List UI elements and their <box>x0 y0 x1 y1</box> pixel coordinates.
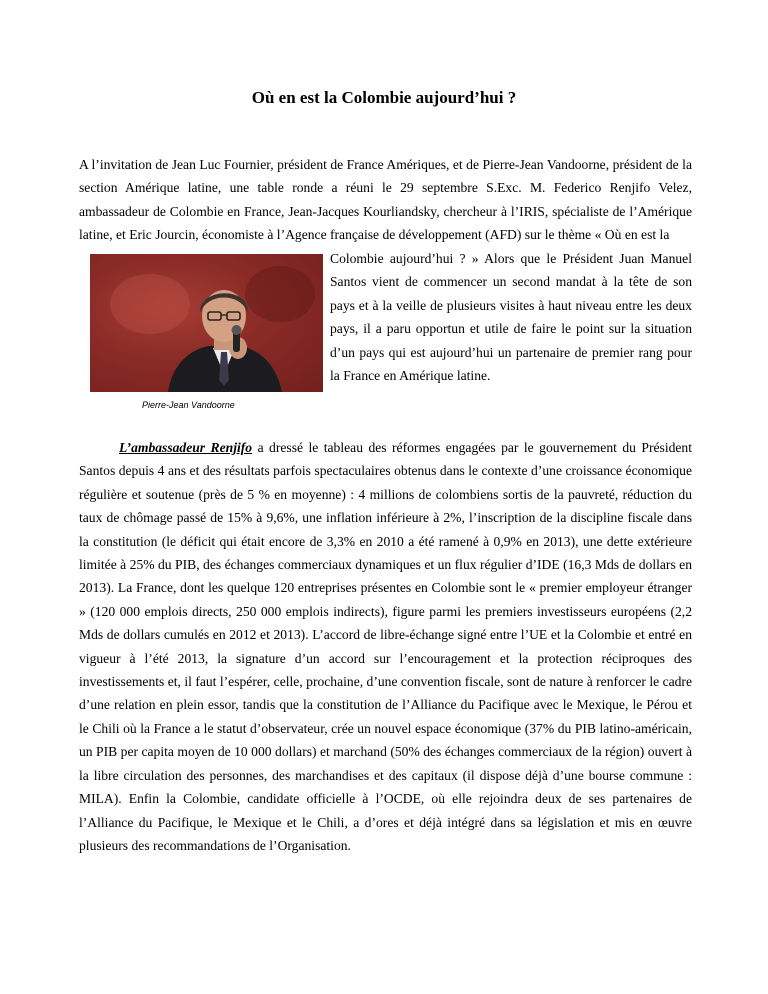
body-lead: L’ambassadeur Renjifo <box>119 440 253 455</box>
intro-paragraph-bottom: Colombie aujourd’hui ? » Alors que le Président Juan Manuel Santos vient de commencer un second mandat à la tête de son pays et à la veille de plusieurs visites à haut niveau entre les deux pays, il a paru opportun et utile de faire le point sur la situation d’un pays qui est aujourd’hui un partenaire de premier rang pour la France en Amérique latine. <box>330 251 692 384</box>
body-paragraph <box>79 436 692 857</box>
photo-caption: Pierre-Jean Vandoorne <box>142 400 235 410</box>
speaker-photo-illustration <box>90 254 323 392</box>
intro-paragraph-top: A l’invitation de Jean Luc Fournier, président de France Amériques, et de Pierre-Jean Vandoorne, président de la section Amérique latine, une table ronde a réuni le 29 septembre S.Exc. M. Federico Renjifo Velez, ambassadeur de Colombie en France, Jean-Jacques Kourliandsky, chercheur à l’IRIS, spécialiste de l’Amérique latine, et Eric Jourcin, économiste à l’Agence française de développement (AFD) sur le thème « Où en est la <box>79 157 692 243</box>
speaker-photo <box>90 254 323 392</box>
body-text: a dressé le tableau des réformes engagées par le gouvernement du Président Santos depuis 4 ans et des résultats parfois spectaculaires obtenus dans le contexte d’une croissance économique régulière et soutenue (près de 5 % en moyenne) : 4 millions de colombiens sortis de la pauvreté, réduction du taux de chômage passé de 15% à 9,6%, une inflation inférieure à 2%, l’inscription de la discipline fiscale dans la constitution (le déficit qui était encore de 3,3% en 2010 a été ramené à 0,9% en 2013), une dette extérieure limitée à 25% du PIB, des échanges commerciaux dynamiques et un flux régulier d’IDE (16,3 Mds de dollars en 2013). La France, dont les quelque 120 entreprises présentes en Colombie sont le « premier employeur étranger » (120 000 emplois directs, 250 000 emplois indirects), figure parmi les premiers investisseurs européens (2,2 Mds de dollars cumulés en 2012 et 2013). L’accord de libre-échange signé entre l’UE et la Colombie et entré en vigueur à l’été 2013, la signature d’un accord sur l’encouragement et la protection réciproques des investissements et, il faut l’espérer, celle, prochaine, d’une convention fiscale, sont de nature à renforcer le cadre d’une relation en plein essor, tandis que la constitution de l’Alliance du Pacifique avec le Mexique, le Pérou et le Chili où la France a le statut d’observateur, crée un nouvel espace économique (37% du PIB latino-américain, un PIB per capita moyen de 10 000 dollars) et marchand (50% des échanges commerciaux de la région) ouvert à la libre circulation des personnes, des marchandises et des capitaux (il dispose déjà d’une bourse commune : MILA). Enfin la Colombie, candidate officielle à l’OCDE, où elle rejoindra deux de ses partenaires de l’Alliance du Pacifique, le Mexique et le Chili, a d’ores et déjà intégré dans sa législation et mis en œuvre plusieurs des recommandations de l’Organisation. <box>79 440 693 853</box>
page-title: Où en est la Colombie aujourd’hui ? <box>251 88 517 107</box>
